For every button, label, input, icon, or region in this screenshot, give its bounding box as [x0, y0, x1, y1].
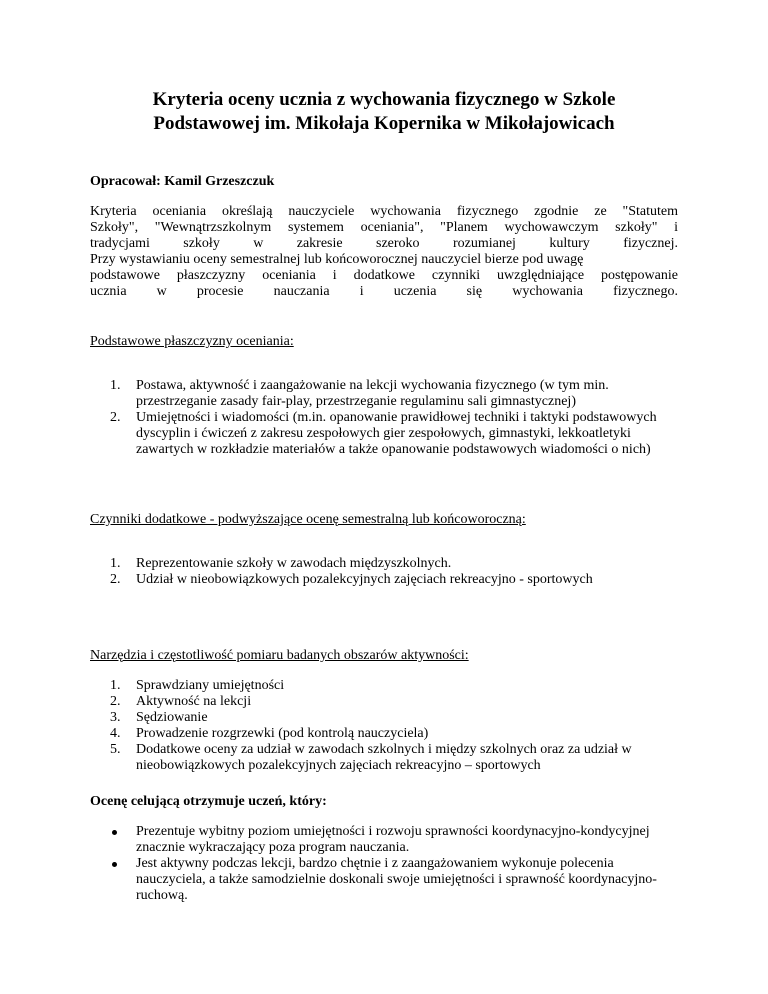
intro-paragraph: [90, 204, 678, 300]
tools-list: [90, 678, 678, 774]
list-item-text: Sprawdziany umiejętności: [136, 678, 285, 693]
intro-line: tradycjami szkoły w zakresie szeroko rozumianej kultury fizycznej.: [90, 236, 678, 251]
list-item-number: 4.: [110, 726, 121, 741]
list-item-text: Postawa, aktywność i zaangażowanie na lekcji wychowania fizycznego (w tym min. przestrzeganie zasady fair-play, przestrzeganie regulaminu sali gimnastycznej): [136, 378, 609, 409]
title-line-1: Kryteria oceny ucznia z wychowania fizycznego w Szkole: [152, 89, 616, 110]
bullet-icon: [112, 830, 117, 835]
excellent-grade-list: [90, 824, 678, 904]
list-item-text: Jest aktywny podczas lekcji, bardzo chętnie i z zaangażowaniem wykonuje polecenia nauczyciela, a także samodzielnie doskonali swoje umiejętności i sprawność koordynacyjno-ruchową.: [136, 856, 657, 903]
author-line: Opracował: Kamil Grzeszczuk: [90, 174, 275, 189]
list-item-number: 2.: [110, 410, 121, 425]
list-item-text: Reprezentowanie szkoły w zawodach międzyszkolnych.: [136, 556, 452, 571]
list-item-number: 1.: [110, 378, 121, 393]
list-item-number: 1.: [110, 678, 121, 693]
section-heading-tools: Narzędzia i częstotliwość pomiaru badanych obszarów aktywności:: [90, 648, 469, 663]
list-item-text: Dodatkowe oceny za udział w zawodach szkolnych i między szkolnych oraz za udział w nieobowiązkowych pozalekcyjnych zajęciach rekreacyjno – sportowych: [136, 742, 632, 773]
list-item: [90, 710, 678, 726]
list-item: [90, 410, 678, 458]
basic-criteria-list: [90, 378, 678, 458]
list-item: [90, 824, 678, 856]
intro-line: Przy wystawianiu oceny semestralnej lub końcoworocznej nauczyciel bierze pod uwagę: [90, 252, 584, 267]
document-title: [90, 88, 678, 136]
list-item-text: Umiejętności i wiadomości (m.in. opanowanie prawidłowej techniki i taktyki podstawowych dyscyplin i ćwiczeń z zakresu zespołowych gier zespołowych, gimnastyki, lekkoatletyki zawartych w rozkładzie materiałów a także opanowanie podstawowych wiadomości o nich): [136, 410, 657, 457]
list-item-text: Prowadzenie rozgrzewki (pod kontrolą nauczyciela): [136, 726, 429, 741]
list-item-text: Sędziowanie: [136, 710, 208, 725]
list-item: [90, 742, 678, 774]
list-item: [90, 726, 678, 742]
list-item: [90, 572, 678, 588]
list-item-text: Prezentuje wybitny poziom umiejętności i rozwoju sprawności koordynacyjno-kondycyjnej znacznie wykraczający poza program nauczania.: [136, 824, 650, 855]
additional-factors-list: [90, 556, 678, 588]
title-line-2: Podstawowej im. Mikołaja Kopernika w Mikołajowicach: [153, 113, 615, 134]
list-item-number: 3.: [110, 710, 121, 725]
list-item: [90, 556, 678, 572]
list-item: [90, 694, 678, 710]
section-heading-excellent-grade: Ocenę celującą otrzymuje uczeń, który:: [90, 794, 327, 809]
intro-line: Kryteria oceniania określają nauczyciele wychowania fizycznego zgodnie ze "Statutem: [90, 204, 678, 219]
list-item-number: 2.: [110, 694, 121, 709]
list-item-number: 5.: [110, 742, 121, 757]
list-item: [90, 678, 678, 694]
intro-line: podstawowe płaszczyzny oceniania i dodatkowe czynniki uwzględniające postępowanie: [90, 268, 678, 283]
intro-line: Szkoły", "Wewnątrzszkolnym systemem oceniania", "Planem wychowawczym szkoły" i: [90, 220, 678, 235]
list-item-text: Aktywność na lekcji: [136, 694, 252, 709]
section-heading-additional-factors: Czynniki dodatkowe - podwyższające ocenę semestralną lub końcoworoczną:: [90, 512, 526, 527]
section-heading-basic-criteria: Podstawowe płaszczyzny oceniania:: [90, 334, 294, 349]
list-item-number: 2.: [110, 572, 121, 587]
list-item-number: 1.: [110, 556, 121, 571]
intro-line: ucznia w procesie nauczania i uczenia się wychowania fizycznego.: [90, 284, 678, 299]
list-item: [90, 856, 678, 904]
list-item-text: Udział w nieobowiązkowych pozalekcyjnych zajęciach rekreacyjno - sportowych: [136, 572, 593, 587]
list-item: [90, 378, 678, 410]
bullet-icon: [112, 862, 117, 867]
